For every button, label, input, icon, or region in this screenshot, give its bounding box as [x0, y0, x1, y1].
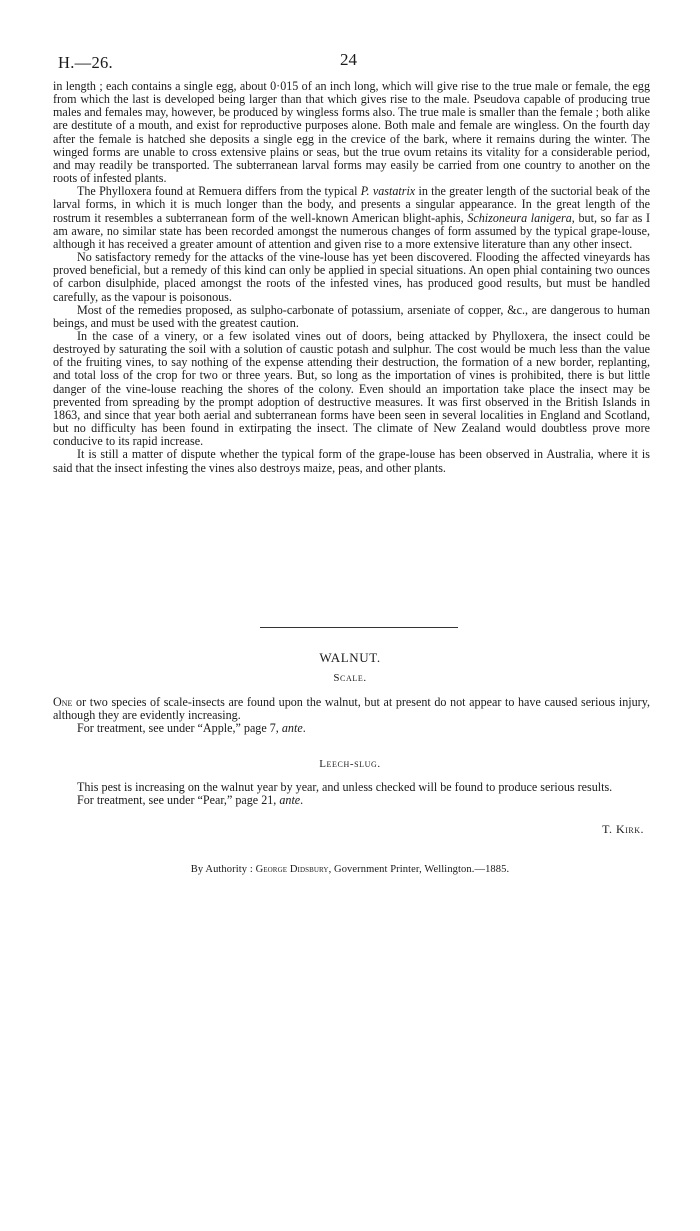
scale-treatment: [53, 722, 650, 735]
text-span: For treatment, see under “Pear,” page 21,: [77, 793, 280, 808]
page-number: 24: [340, 50, 357, 69]
ante-italic: ante: [281, 721, 303, 736]
page-header: [58, 50, 653, 75]
subheading-scale: Scale.: [333, 672, 367, 684]
text-span: in the greater length of the suctorial beak of the larval forms, in which it is much longer than the body, and presents a singular appearance. In the great length of the rostrum it resembles a subterranean form of the well-known American blight-aphis,: [53, 184, 650, 225]
text-span: or two species of scale-insects are found upon the walnut, but at present do not appear to have caused serious injury, although they are evidently increasing.: [53, 695, 650, 723]
printer-imprint: [0, 864, 700, 875]
subheading-leech-slug: Leech-slug.: [319, 758, 381, 770]
paragraph-remedy: No satisfactory remedy for the attacks of the vine-louse has yet been discovered. Flooding the affected vineyards has proved beneficial, but a remedy of this kind can only be applied in special situations. An open phial containing two ounces of carbon disulphide, placed amongst the roots of the infested vines, has produced good results, but must be handled carefully, as the vapour is poisonous.: [53, 250, 650, 304]
leech-slug-paragraph: This pest is increasing on the walnut year by year, and unless checked will be found to produce serious results.: [77, 780, 613, 794]
section-divider: [260, 627, 458, 628]
text-span: The Phylloxera found at Remuera differs from the typical: [77, 184, 361, 199]
author-signature: T. Kirk.: [602, 822, 644, 836]
species-name-italic: P. vastatrix: [360, 184, 416, 199]
text-span: For treatment, see under “Apple,” page 7,: [77, 721, 282, 736]
paragraph-remuera-phylloxera: [53, 185, 650, 251]
document-reference: H.—26.: [58, 53, 113, 72]
imprint-suffix: , Government Printer, Wellington.—1885.: [328, 864, 510, 875]
paragraph-remedies-danger: Most of the remedies proposed, as sulpho-carbonate of potassium, arseniate of copper, &c., are dangerous to human beings, and must be used with the greatest caution.: [53, 302, 650, 330]
text-span: , but, so far as I am aware, no similar state has been recorded amongst the numerous changes of form assumed by the typical grape-louse, although it has received a greater amount of attention and given rise to a more extensive literature than any other insect.: [53, 210, 651, 251]
paragraph-vinery: In the case of a vinery, or a few isolated vines out of doors, being attacked by Phylloxera, the insect could be destroyed by saturating the soil with a solution of caustic potash and sulphur. The cost would be much less than the value of the fruiting vines, to say nothing of the expense attending their destruction, the formation of a new border, replanting, and total loss of the crop for two or three years. But, so long as the importation of vines is prohibited, there is but little danger of the vine-louse reaching the shores of the colony. Even should an importation take place the insect may be prevented from spreading by the prompt adoption of destructive measures. It was first observed in the British Islands in 1863, and since that year both aerial and subterranean forms have been seen in several localities in England and Scotland, but no difficulty has been found in extirpating the insect. The climate of New Zealand would doubtless prove more conducive to its rapid increase.: [53, 328, 650, 449]
leech-slug-section-body: [53, 781, 650, 807]
scale-section-body: [53, 696, 650, 735]
imprint-prefix: By Authority :: [190, 864, 256, 875]
species-name-italic: Schizoneura lanigera: [467, 210, 572, 225]
ante-italic: ante: [279, 793, 301, 808]
lead-word: One: [53, 695, 73, 709]
printer-name: George Didsbury: [255, 864, 329, 875]
paragraph-australia: It is still a matter of dispute whether the typical form of the grape-louse has been observed in Australia, where it is said that the insect infesting the vines also destroys maize, peas, and other plants.: [53, 447, 650, 475]
text-span: .: [302, 721, 306, 736]
scale-paragraph: [53, 696, 650, 722]
leech-slug-treatment: [53, 794, 650, 807]
body-text: [53, 80, 650, 475]
section-title-walnut: WALNUT.: [319, 650, 381, 665]
text-span: .: [300, 793, 304, 808]
paragraph-phylloxera-lifecycle: in length ; each contains a single egg, about 0·015 of an inch long, which will give rise to the true male or female, the egg from which the last is developed being larger than that which gives rise to the male. Pseudova capable of producing true males and females may, however, be produced by wingless forms also. The true male is smaller than the female ; both alike are destitute of a mouth, and exist for reproductive purposes alone. Both male and female are wingless. On the fourth day after the female is hatched she deposits a single egg in the crevice of the bark, where it remains during the winter. The winged forms are unable to cross extensive plains or seas, but the true ovum retains its vitality for a considerable period, and may readily be transported. The subterranean larval forms may easily be carried from one country to another on the roots of infested plants.: [53, 79, 650, 186]
